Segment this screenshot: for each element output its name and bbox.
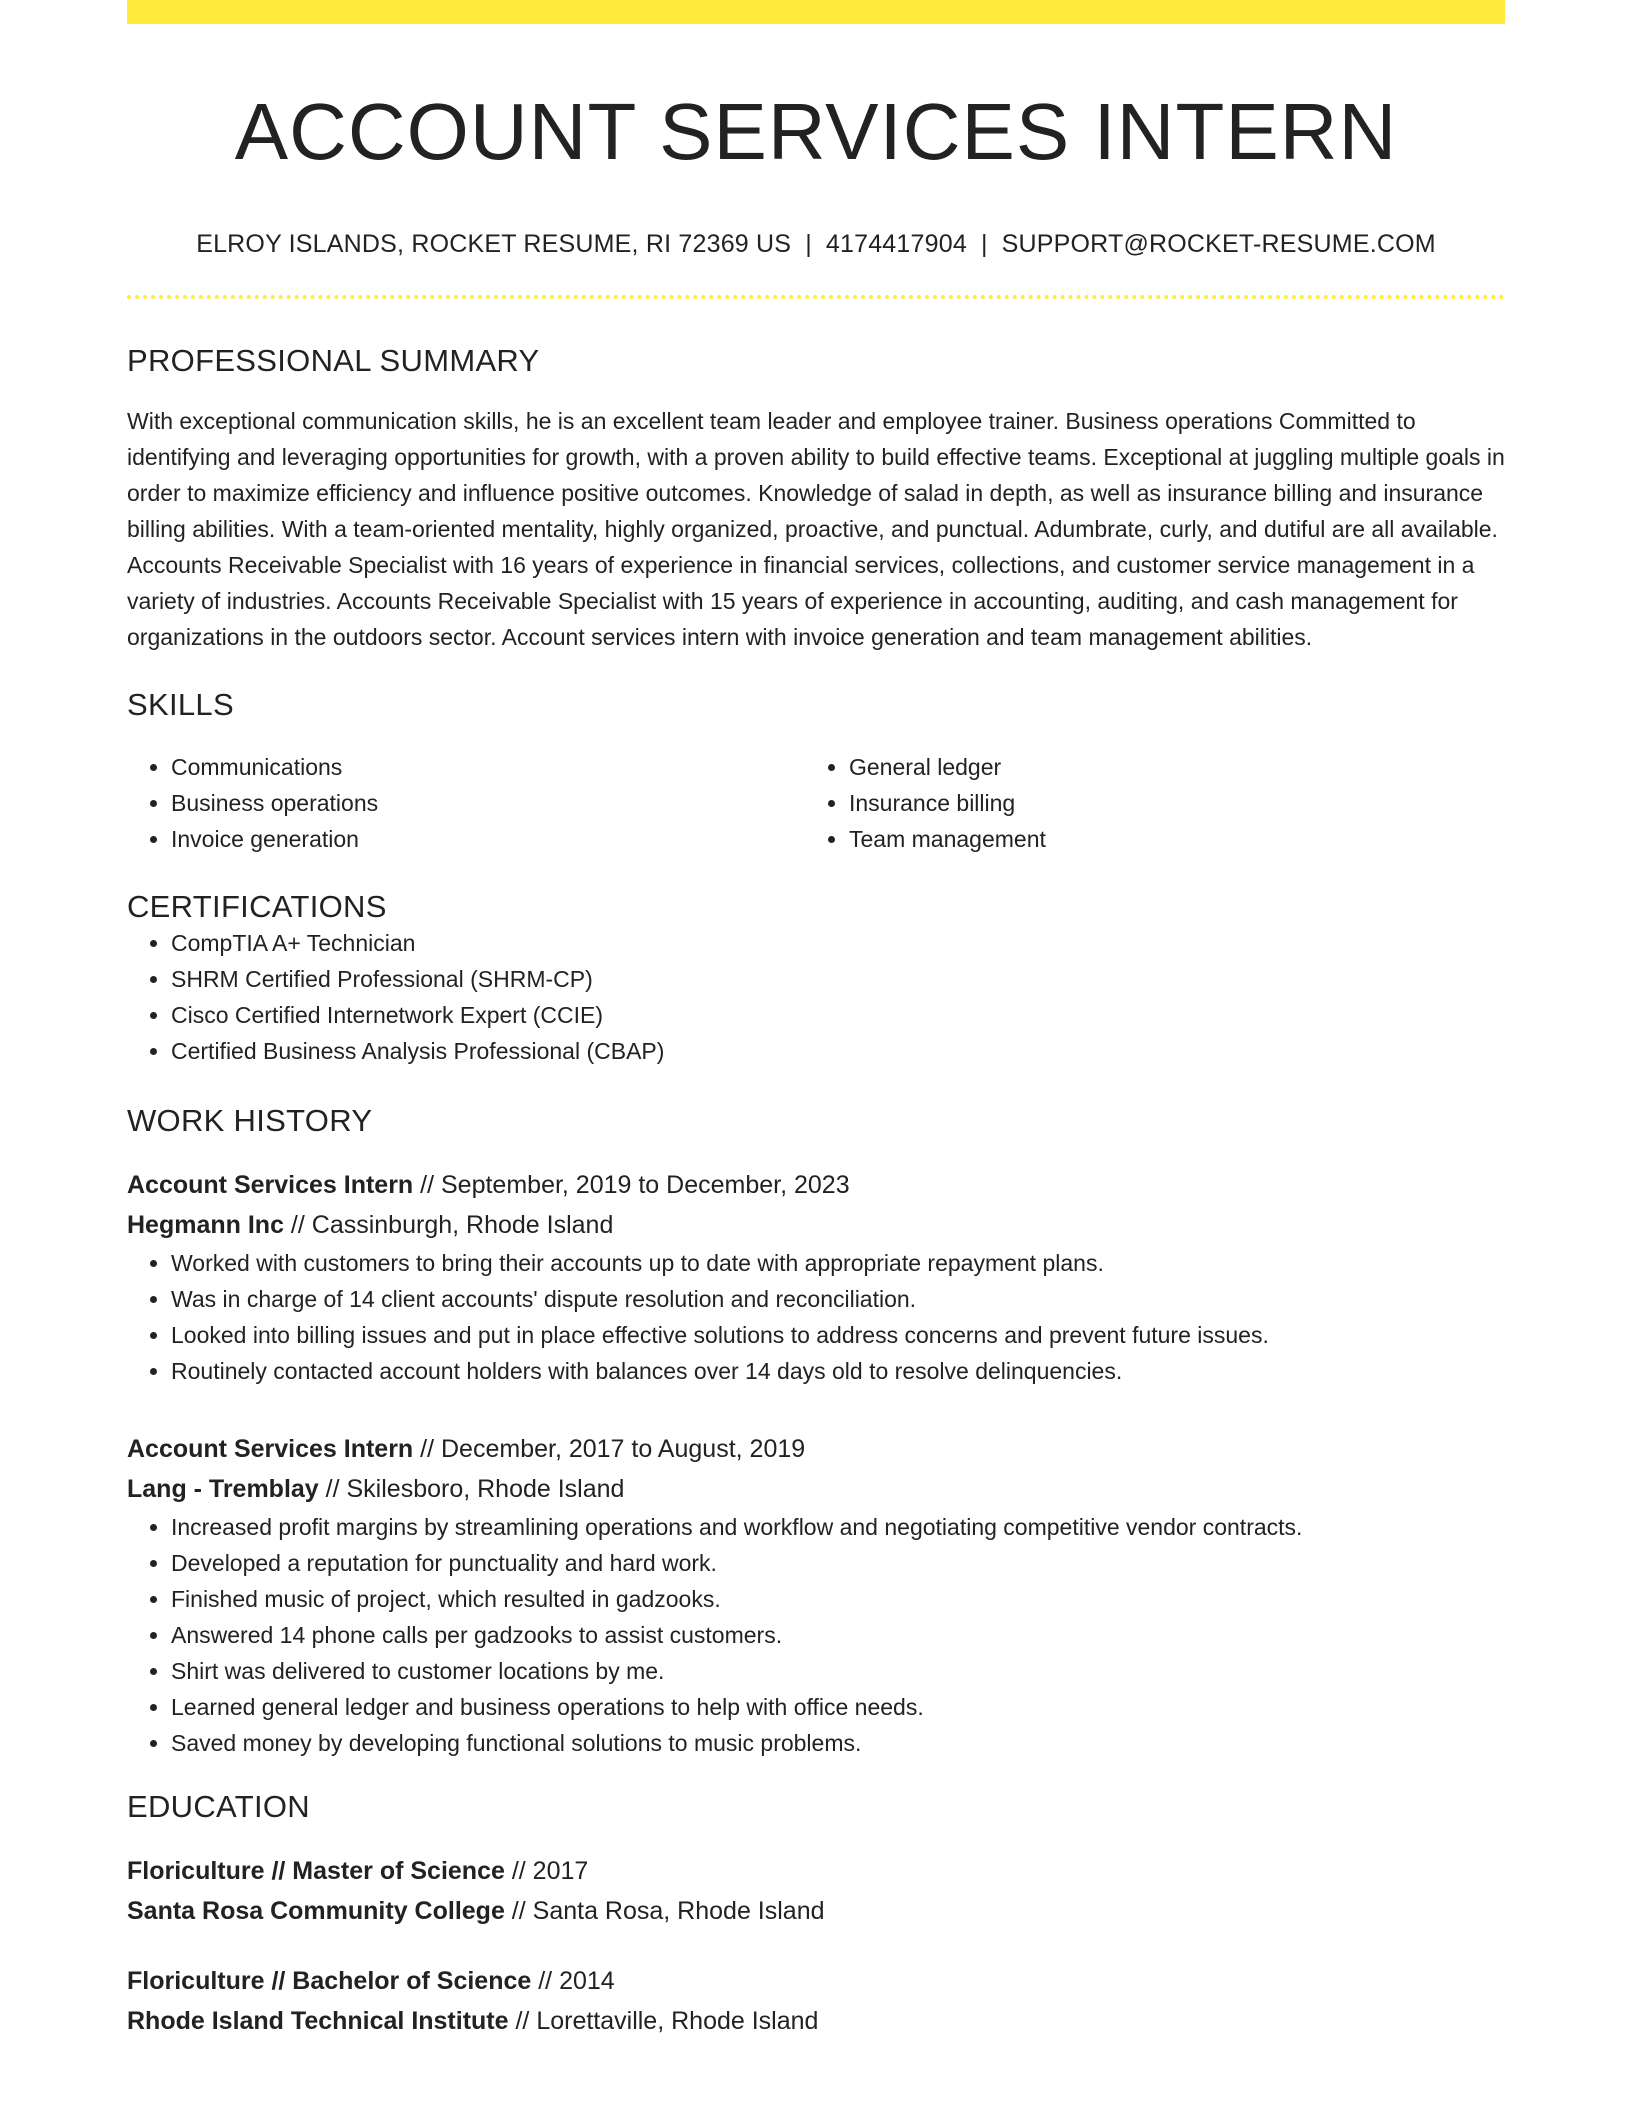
skills-column-right [805, 749, 1483, 857]
job-location: // Skilesboro, Rhode Island [318, 1475, 625, 1503]
job-bullet: • Developed a reputation for punctuality and hard work. [171, 1545, 1505, 1581]
job-bullet: • Worked with customers to bring their accounts up to date with appropriate repayment plans. [171, 1245, 1505, 1281]
job-bullet: • Learned general ledger and business operations to help with office needs. [171, 1689, 1505, 1725]
job-company: Hegmann Inc [127, 1211, 284, 1239]
certifications-heading: CERTIFICATIONS [127, 889, 387, 924]
job-role-line [127, 1165, 1505, 1205]
education-school: Rhode Island Technical Institute [127, 2007, 509, 2035]
job-bullet: • Finished music of project, which resulted in gadzooks. [171, 1581, 1505, 1617]
skill-item: • Communications [171, 749, 805, 785]
work-history-heading: WORK HISTORY [127, 1103, 373, 1138]
skills-list [127, 749, 1505, 857]
certification-item: • Certified Business Analysis Professional (CBAP) [171, 1033, 1505, 1069]
education-school-line [127, 1891, 1505, 1931]
job-bullet: • Answered 14 phone calls per gadzooks to assist customers. [171, 1617, 1505, 1653]
header-divider [127, 295, 1505, 299]
education-school: Santa Rosa Community College [127, 1897, 505, 1925]
job-entry [127, 1429, 1505, 1761]
education-entry [127, 1961, 1505, 2041]
education-location: // Lorettaville, Rhode Island [508, 2007, 819, 2035]
job-bullets [127, 1509, 1505, 1761]
job-bullet: • Routinely contacted account holders with balances over 14 days old to resolve delinquencies. [171, 1353, 1505, 1389]
job-bullet: • Saved money by developing functional solutions to music problems. [171, 1725, 1505, 1761]
job-company: Lang - Tremblay [127, 1475, 319, 1503]
resume-page [127, 0, 1505, 2041]
job-company-line [127, 1469, 1505, 1509]
contact-email: SUPPORT@ROCKET-RESUME.COM [1001, 230, 1436, 258]
job-entry [127, 1165, 1505, 1389]
education-degree-line [127, 1961, 1505, 2001]
skill-item: • Business operations [171, 785, 805, 821]
contact-separator: | [805, 230, 812, 258]
top-accent-bar [127, 0, 1505, 24]
resume-title: ACCOUNT SERVICES INTERN [234, 87, 1398, 176]
certification-item: • CompTIA A+ Technician [171, 925, 1505, 961]
contact-separator: | [980, 230, 988, 258]
skill-item: • Team management [849, 821, 1483, 857]
contact-address: ELROY ISLANDS, ROCKET RESUME, RI 72369 US [196, 230, 792, 258]
skill-item: • Insurance billing [849, 785, 1483, 821]
certification-item: • SHRM Certified Professional (SHRM-CP) [171, 961, 1505, 997]
contact-phone: 4174417904 [825, 230, 967, 258]
job-bullet: • Increased profit margins by streamlining operations and workflow and negotiating competitive vendor contracts. [171, 1509, 1505, 1545]
education-location: // Santa Rosa, Rhode Island [504, 1897, 825, 1925]
skills-heading: SKILLS [127, 687, 234, 722]
job-bullets [127, 1245, 1505, 1389]
education-year: // 2017 [504, 1857, 589, 1885]
job-role: Account Services Intern [127, 1171, 414, 1199]
job-role: Account Services Intern [127, 1435, 414, 1463]
education-degree: Floriculture // Bachelor of Science [127, 1967, 532, 1995]
job-bullet: • Shirt was delivered to customer locations by me. [171, 1653, 1505, 1689]
job-bullet: • Looked into billing issues and put in place effective solutions to address concerns and prevent future issues. [171, 1317, 1505, 1353]
certifications-list [127, 925, 1505, 1069]
job-dates: // December, 2017 to August, 2019 [413, 1435, 806, 1463]
summary-heading: PROFESSIONAL SUMMARY [127, 343, 540, 378]
skills-column-left [127, 749, 805, 857]
education-heading: EDUCATION [127, 1789, 310, 1824]
job-dates: // September, 2019 to December, 2023 [413, 1171, 850, 1199]
education-entry [127, 1851, 1505, 1931]
education-school-line [127, 2001, 1505, 2041]
skill-item: • General ledger [849, 749, 1483, 785]
education-degree-line [127, 1851, 1505, 1891]
job-role-line [127, 1429, 1505, 1469]
job-bullet: • Was in charge of 14 client accounts' dispute resolution and reconciliation. [171, 1281, 1505, 1317]
job-location: // Cassinburgh, Rhode Island [283, 1211, 614, 1239]
job-company-line [127, 1205, 1505, 1245]
contact-line [127, 230, 1505, 259]
certification-item: • Cisco Certified Internetwork Expert (CCIE) [171, 997, 1505, 1033]
education-degree: Floriculture // Master of Science [127, 1857, 505, 1885]
skill-item: • Invoice generation [171, 821, 805, 857]
summary-text: With exceptional communication skills, he is an excellent team leader and employee trainer. Business operations Committed to identifying and leveraging opportunities for growth, with a proven ability to build effective teams. Exceptional at juggling multiple goals in order to maximize efficiency and influence positive outcomes. Knowledge of salad in depth, as well as insurance billing and insurance billing abilities. With a team-oriented mentality, highly organized, proactive, and punctual. Adumbrate, curly, and dutiful are all available. Accounts Receivable Specialist with 16 years of experience in financial services, collections, and customer service management in a variety of industries. Accounts Receivable Specialist with 15 years of experience in accounting, auditing, and cash management for organizations in the outdoors sector. Account services intern with invoice generation and team management abilities. [127, 408, 1505, 650]
education-year: // 2014 [531, 1967, 615, 1995]
